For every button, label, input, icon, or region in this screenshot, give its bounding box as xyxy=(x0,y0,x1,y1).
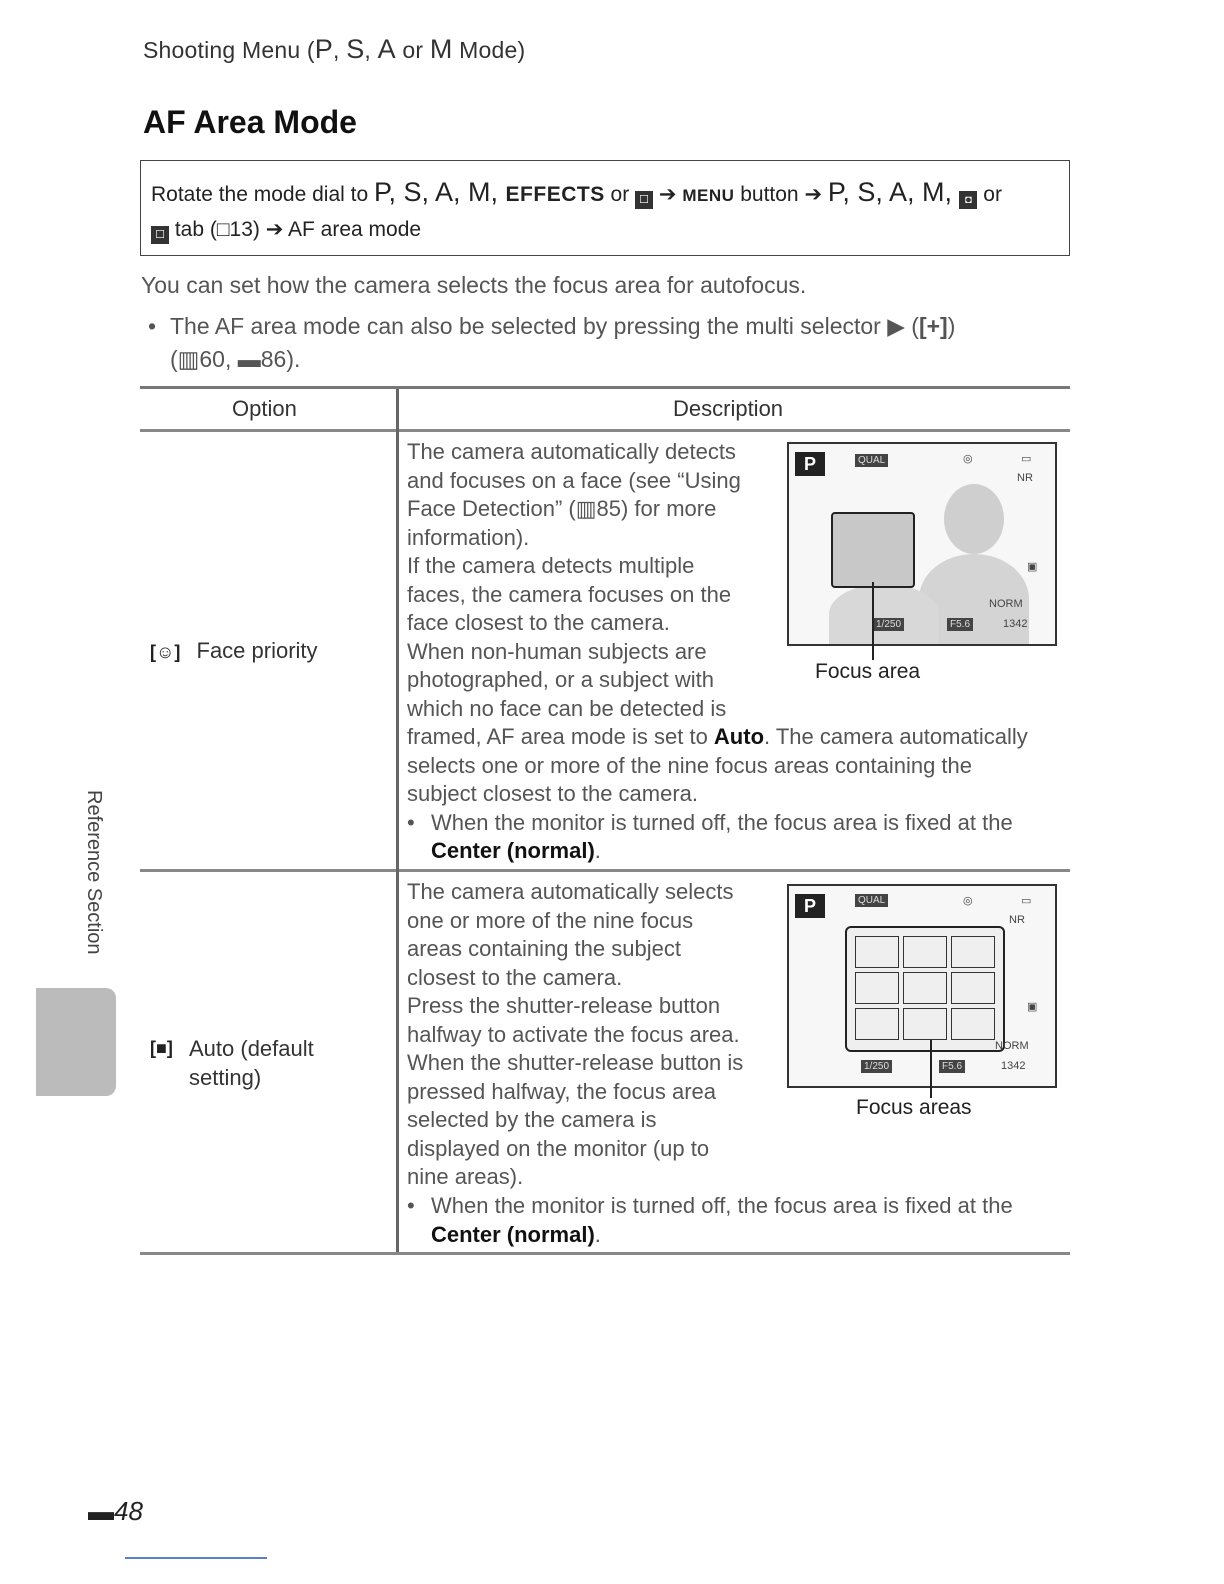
focus-area-frame xyxy=(831,512,915,588)
bullet-line-1: The AF area mode can also be selected by pressing the multi selector ▶ ( xyxy=(170,313,919,339)
nav-rotate: Rotate the mode dial to xyxy=(151,183,374,206)
shutter-readout: 1/250 xyxy=(873,618,904,631)
page-number xyxy=(88,1496,143,1527)
body-shape xyxy=(829,584,939,644)
note-text: When the monitor is turned off, the focus area is fixed at the xyxy=(431,809,1013,835)
scene-icon: ☐ xyxy=(635,191,653,209)
bullet-icon: • xyxy=(407,1193,415,1218)
desc-line: When the shutter-release button is xyxy=(407,1050,744,1075)
flash-icon: ◎ xyxy=(963,895,973,907)
quality-icon: QUAL xyxy=(855,894,888,907)
desc-line: closest to the camera. xyxy=(407,964,623,990)
quality-icon: QUAL xyxy=(855,454,888,467)
focus-cell xyxy=(951,972,995,1004)
bullet-note xyxy=(148,310,1068,376)
focus-cell xyxy=(903,1008,947,1040)
monitor-illustration-face xyxy=(787,442,1057,646)
desc-text: . The camera automatically xyxy=(764,724,1028,749)
footer-rule xyxy=(125,1557,267,1559)
table-header-rule xyxy=(140,429,1070,432)
nav-page-ref: 13) ➔ AF area mode xyxy=(229,218,422,241)
row1-description xyxy=(407,438,777,723)
battery-icon: ▭ xyxy=(1021,895,1032,907)
vr-icon: ▣ xyxy=(1027,1001,1038,1013)
note-end: . xyxy=(594,838,601,863)
desc-line: and focuses on a face (see “Using xyxy=(407,467,741,493)
desc-note-cont xyxy=(407,1221,1067,1250)
bullet-line-2: (▥60, ▬86). xyxy=(170,346,301,372)
nr-icon: NR xyxy=(1017,472,1033,484)
desc-line: one or more of the nine focus xyxy=(407,907,694,933)
desc-line: Face Detection” (▥85) for more xyxy=(407,496,717,521)
shots-remaining: 1342 xyxy=(1001,1060,1026,1072)
or-text: or xyxy=(395,37,430,63)
desc-line: The camera automatically detects xyxy=(407,439,736,464)
option-label xyxy=(189,1034,314,1092)
bullet-close: ) xyxy=(947,313,956,339)
af-area-icon: [+] xyxy=(918,313,948,339)
p-mode-icon: P xyxy=(795,452,825,476)
nav-button: button ➔ xyxy=(734,183,828,206)
row2-note xyxy=(407,1192,1067,1249)
mode-a: A xyxy=(377,34,396,64)
bullet-icon: • xyxy=(407,809,415,835)
nav-or: or xyxy=(604,183,636,206)
desc-line: face closest to the camera. xyxy=(407,610,670,635)
option-label: Face priority xyxy=(196,638,318,663)
nav-tab: tab ( xyxy=(169,218,217,241)
desc-bold: Auto xyxy=(713,724,765,749)
battery-icon: ▭ xyxy=(1021,453,1032,465)
section-thumb-tab xyxy=(36,988,116,1096)
focus-cell xyxy=(855,972,899,1004)
running-header xyxy=(143,34,525,65)
aperture-readout: F5.6 xyxy=(947,618,973,631)
desc-line: If the camera detects multiple xyxy=(407,553,695,578)
desc-note-cont xyxy=(407,837,1067,866)
row1-description-wide xyxy=(407,723,1067,866)
desc-line xyxy=(407,723,1067,752)
scene-tab-icon: ☐ xyxy=(151,226,169,244)
p-mode-icon: P xyxy=(795,894,825,918)
monitor-illustration-auto xyxy=(787,884,1057,1088)
vr-icon: ▣ xyxy=(1027,561,1038,573)
focus-area-callout: Focus area xyxy=(815,660,921,683)
page-number-value: 48 xyxy=(114,1496,143,1526)
desc-note xyxy=(407,1192,1067,1221)
desc-line: displayed on the monitor (up to xyxy=(407,1135,710,1161)
table-top-rule xyxy=(140,386,1070,389)
desc-line: nine areas). xyxy=(407,1164,524,1189)
focus-cell xyxy=(855,1008,899,1040)
desc-line: pressed halfway, the focus area xyxy=(407,1078,716,1104)
desc-line: The camera automatically selects xyxy=(407,879,734,904)
focus-areas-frame xyxy=(845,926,1005,1052)
desc-line: Press the shutter-release button xyxy=(407,993,721,1018)
focus-cell xyxy=(903,972,947,1004)
nr-icon: NR xyxy=(1009,914,1025,926)
book-icon: □ xyxy=(216,218,230,241)
desc-line: areas containing the subject xyxy=(407,936,681,961)
desc-note xyxy=(407,809,1067,838)
focus-cell xyxy=(951,1008,995,1040)
nav-modes-2: P, S, A, M, xyxy=(827,177,960,207)
desc-line: information). xyxy=(407,524,530,550)
desc-text: framed, AF area mode is set to xyxy=(407,724,714,749)
sep: , xyxy=(333,37,347,63)
focus-areas-callout: Focus areas xyxy=(856,1096,972,1119)
focus-cell xyxy=(855,936,899,968)
reference-icon: ▬ xyxy=(88,1496,114,1526)
table-row-rule xyxy=(140,869,1070,872)
shutter-readout: 1/250 xyxy=(861,1060,892,1073)
table-bottom-rule xyxy=(140,1252,1070,1255)
nav-or-2: or xyxy=(977,183,1002,206)
note-bold: Center (normal) xyxy=(431,838,595,863)
desc-line: photographed, or a subject with xyxy=(407,667,714,692)
table-row xyxy=(150,636,318,667)
table-header-description: Description xyxy=(673,396,784,421)
face-priority-icon: [☺] xyxy=(150,642,181,662)
desc-line: subject closest to the camera. xyxy=(407,781,699,806)
note-end: . xyxy=(594,1221,601,1247)
desc-line: which no face can be detected is xyxy=(407,695,727,721)
sep: , xyxy=(364,37,378,63)
menu-button-label: MENU xyxy=(682,186,735,205)
header-prefix: Shooting Menu ( xyxy=(143,37,315,63)
option-label-line: setting) xyxy=(189,1065,262,1090)
shots-remaining: 1342 xyxy=(1003,618,1028,630)
header-suffix: Mode) xyxy=(452,37,526,63)
mode-s: S xyxy=(346,34,365,64)
desc-line: selects one or more of the nine focus areas containing the xyxy=(407,752,973,778)
desc-line: selected by the camera is xyxy=(407,1107,657,1132)
callout-line xyxy=(930,1040,932,1098)
norm-icon: NORM xyxy=(995,1040,1029,1052)
row2-description xyxy=(407,878,787,1192)
option-label-line: Auto (default xyxy=(189,1036,314,1061)
aperture-readout: F5.6 xyxy=(939,1060,965,1073)
note-text: When the monitor is turned off, the focus area is fixed at the xyxy=(431,1193,1013,1218)
norm-icon: NORM xyxy=(989,598,1023,610)
desc-line: faces, the camera focuses on the xyxy=(407,581,732,607)
mode-m: M xyxy=(429,34,453,64)
nav-arrow: ➔ xyxy=(653,183,683,206)
flash-icon: ◎ xyxy=(963,453,973,465)
table-header-option: Option xyxy=(232,396,297,421)
menu-path-box xyxy=(140,160,1070,256)
table-column-divider xyxy=(396,389,399,1252)
nav-modes: P, S, A, M, xyxy=(373,177,506,207)
table-row xyxy=(150,1034,314,1092)
page-title: AF Area Mode xyxy=(143,104,357,140)
desc-line: When non-human subjects are xyxy=(407,638,707,664)
face-shape xyxy=(944,484,1004,554)
intro-text: You can set how the camera selects the focus area for autofocus. xyxy=(141,272,807,298)
mode-p: P xyxy=(314,34,333,64)
desc-line: halfway to activate the focus area. xyxy=(407,1021,740,1047)
nav-effects: EFFECTS xyxy=(505,183,605,206)
focus-cell xyxy=(903,936,947,968)
camera-tab-icon: ◘ xyxy=(959,191,977,209)
focus-cell xyxy=(951,936,995,968)
auto-af-icon: [■] xyxy=(150,1038,173,1058)
bullet-icon: • xyxy=(148,313,157,339)
callout-line xyxy=(872,582,874,660)
note-bold: Center (normal) xyxy=(431,1221,595,1247)
section-side-label: Reference Section xyxy=(83,790,105,955)
